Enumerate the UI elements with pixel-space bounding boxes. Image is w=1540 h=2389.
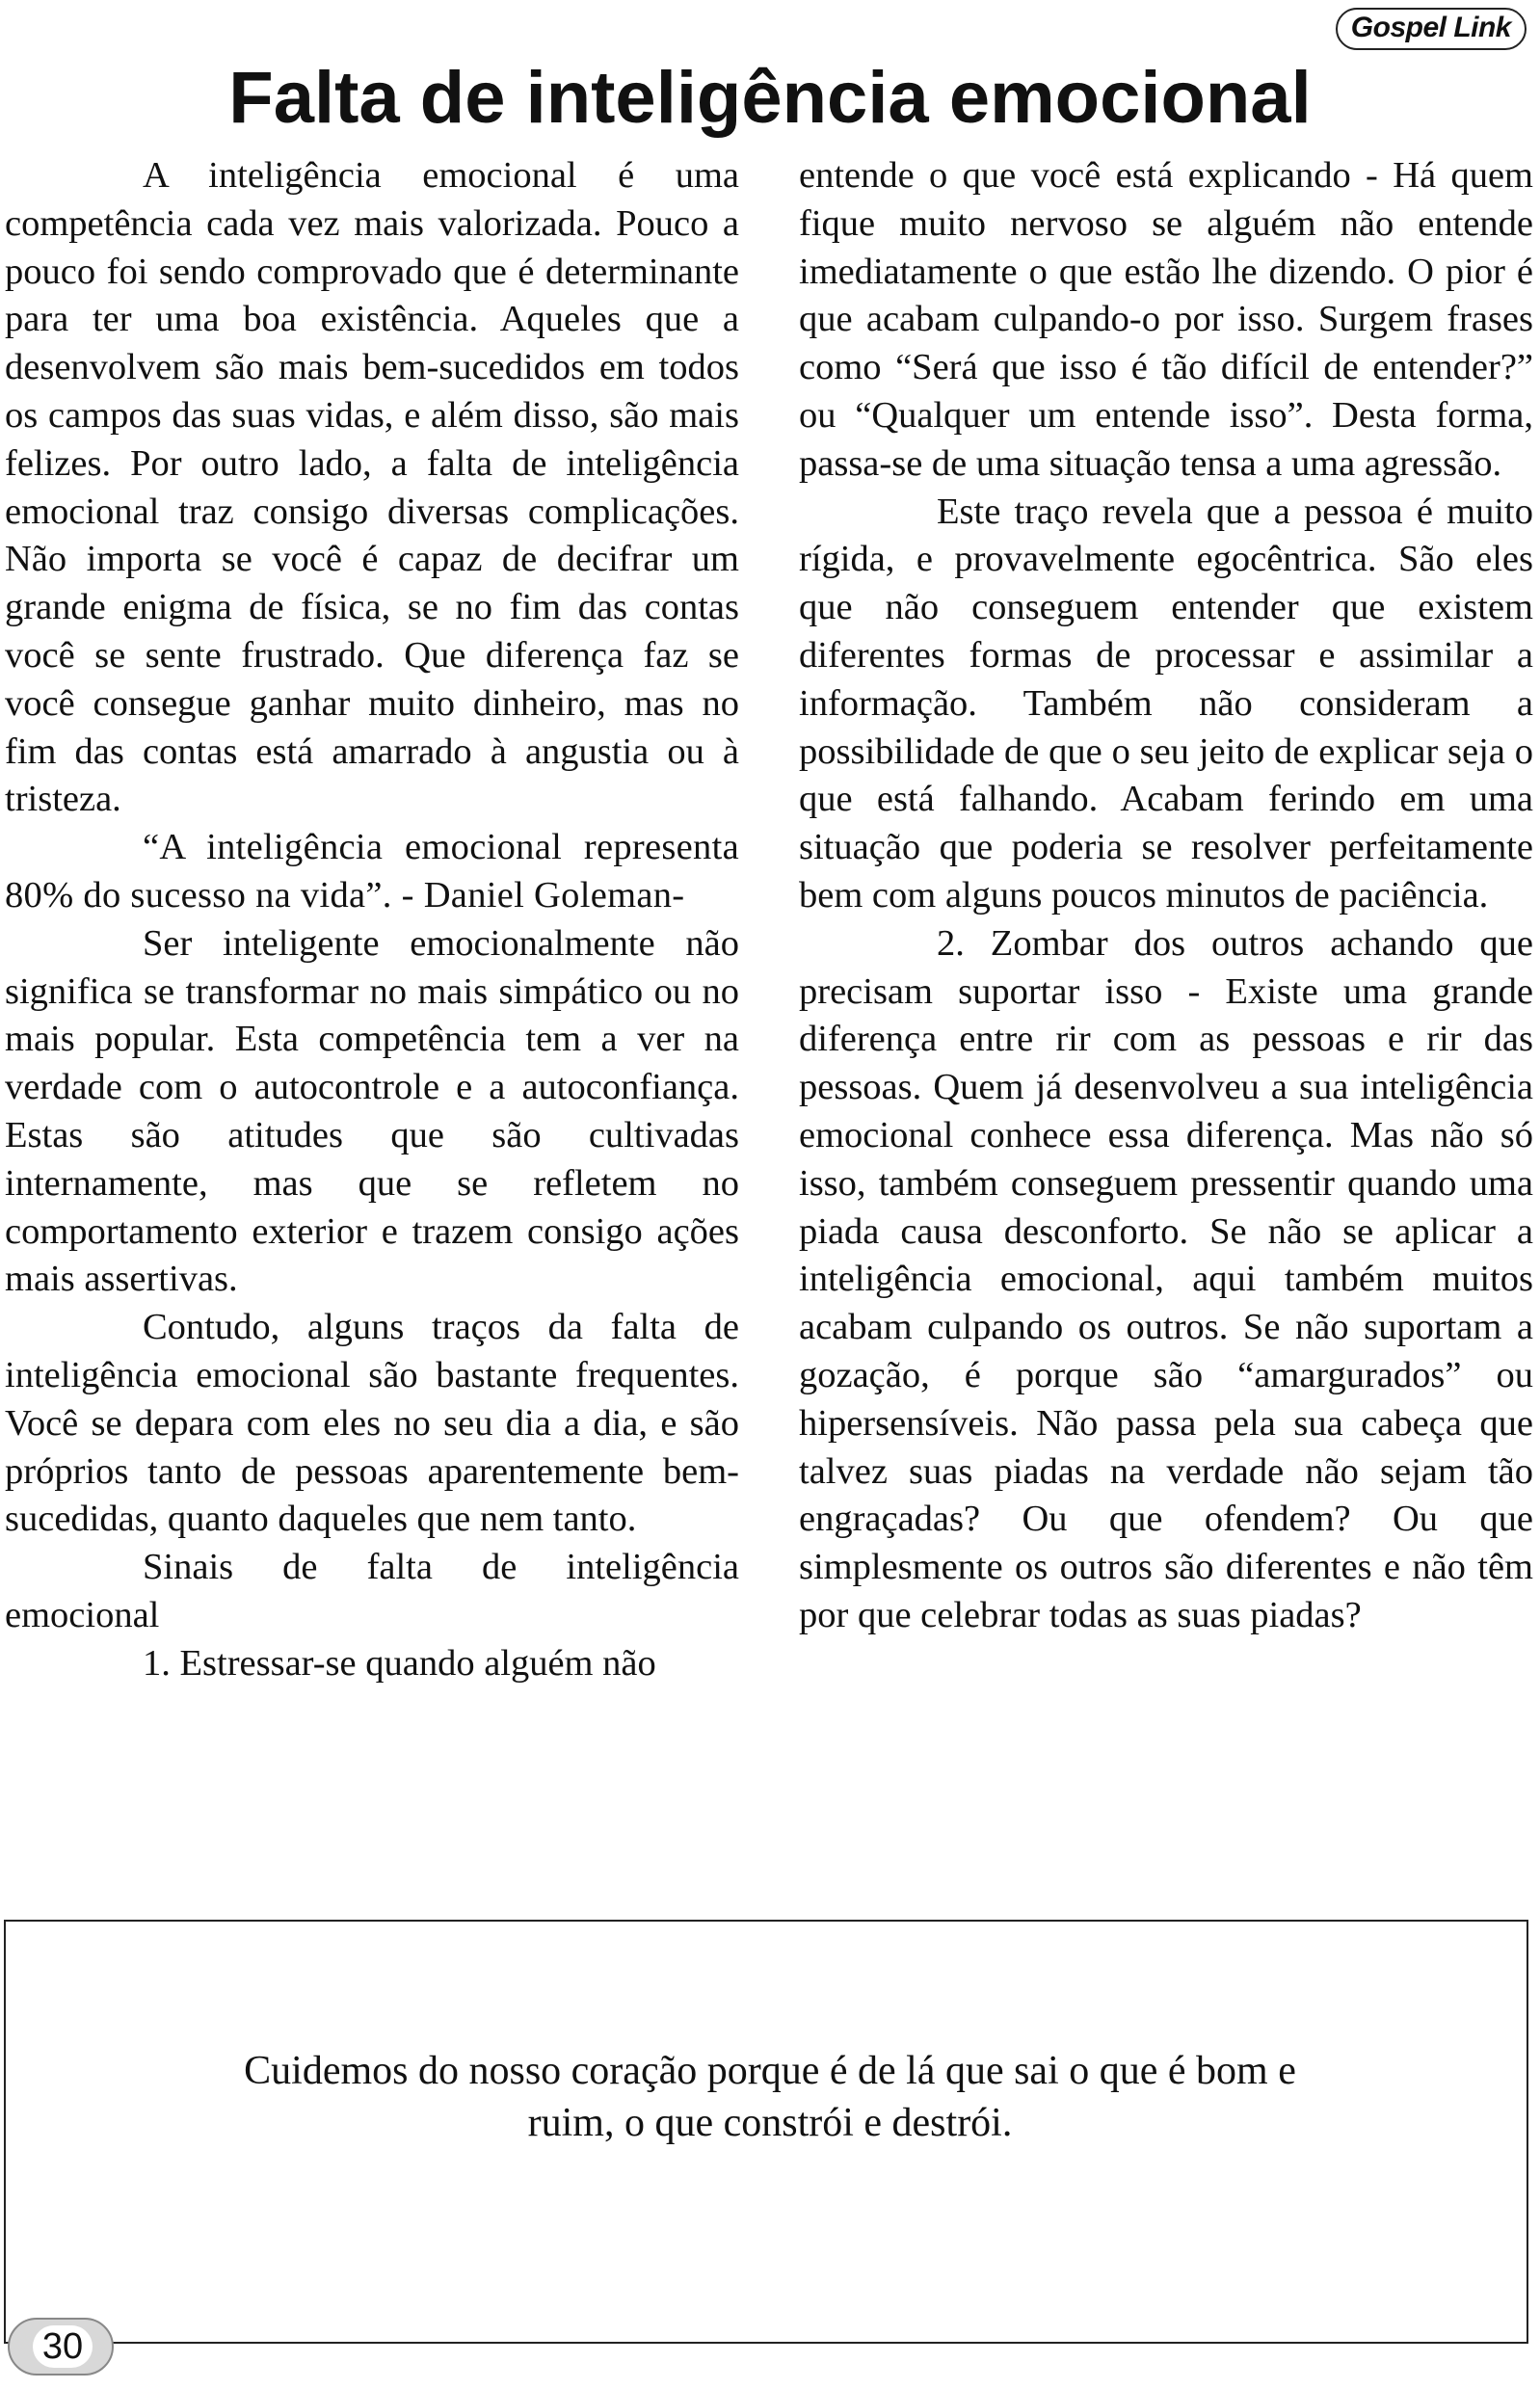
paragraph-definition: Ser inteligente emocionalmente não significa se transformar no mais simpático ou no mais popular. Esta competência tem a ver na verdade com o autocontrole e a autoconfiança. Estas são atitudes que são cultivadas internamente, mas que se refletem no comportamento exterior e trazem consigo ações mais assertivas. xyxy=(5,922,739,1300)
article-column-right xyxy=(799,152,1533,1640)
page-number: 30 xyxy=(33,2325,93,2368)
callout-quote-line-1: Cuidemos do nosso coração porque é de lá que sai o que é bom e xyxy=(244,2049,1296,2093)
paragraph-rigidity: Este traço revela que a pessoa é muito rígida, e provavelmente egocêntrica. São eles que não conseguem entender que existem diferentes formas de processar e assimilar a informação. Também não consideram a possibilidade de que o seu jeito de explicar seja o que está falhando. Acabam ferindo em uma situação que poderia se resolver perfeitamente bem com alguns poucos minutos de paciência. xyxy=(799,491,1533,916)
paragraph-sign-2: 2. Zombar dos outros achando que precisam suportar isso - Existe uma grande diferença entre rir com as pessoas e rir das pessoas. Quem já desenvolveu a sua inteligência emocional conhece essa diferença. Mas não só isso, também conseguem pressentir quando uma piada causa desconforto. Se não se aplicar a inteligência emocional, aqui também muitos acabam culpando os outros. Se não suportam a gozação, é porque são “amargurados” ou hipersensíveis. Não passa pela sua cabeça que talvez suas piadas na verdade não sejam tão engraçadas? Ou que ofendem? Ou que simplesmente os outros são diferentes e não têm por que celebrar todas as suas piadas? xyxy=(799,922,1533,1635)
paragraph-traits: Contudo, alguns traços da falta de inteligência emocional são bastante frequentes. Você se depara com eles no seu dia a dia, e são próprios tanto de pessoas aparentemente bem-sucedidas, quanto daqueles que nem tanto. xyxy=(5,1307,739,1540)
article-title: Falta de inteligência emocional xyxy=(228,57,1312,139)
callout-quote-line-2: ruim, o que constrói e destrói. xyxy=(527,2101,1013,2145)
article-column-left xyxy=(5,152,739,1688)
paragraph-sign-1-start: 1. Estressar-se quando alguém não xyxy=(143,1642,656,1684)
paragraph-intro: A inteligência emocional é uma competência cada vez mais valorizada. Pouco a pouco foi sendo comprovado que é determinante para ter uma boa existência. Aqueles que a desenvolvem são mais bem-sucedidos em todos os campos das suas vidas, e além disso, são mais felizes. Por outro lado, a falta de inteligência emocional traz consigo diversas complicações. Não importa se você é capaz de decifrar um grande enigma de física, se no fim das contas você se sente frustrado. Que diferença faz se você consegue ganhar muito dinheiro, mas no fim das contas está amarrado à angustia ou à tristeza. xyxy=(5,155,739,820)
page-number-badge xyxy=(8,2318,114,2376)
section-heading-signs: Sinais de falta de inteligência emocional xyxy=(5,1547,739,1635)
paragraph-quote: “A inteligência emocional representa 80% do sucesso na vida”. - Daniel Goleman- xyxy=(5,827,739,916)
publication-badge: Gospel Link xyxy=(1336,8,1527,50)
callout-quote xyxy=(0,2045,1540,2149)
paragraph-sign-1-continued: entende o que você está explicando - Há quem fique muito nervoso se alguém não entende imediatamente o que estão lhe dizendo. O pior é que acabam culpando-o por isso. Surgem frases como “Será que isso é tão difícil de entender?” ou “Qualquer um entende isso”. Desta forma, passa-se de uma situação tensa a uma agressão. xyxy=(799,155,1533,484)
